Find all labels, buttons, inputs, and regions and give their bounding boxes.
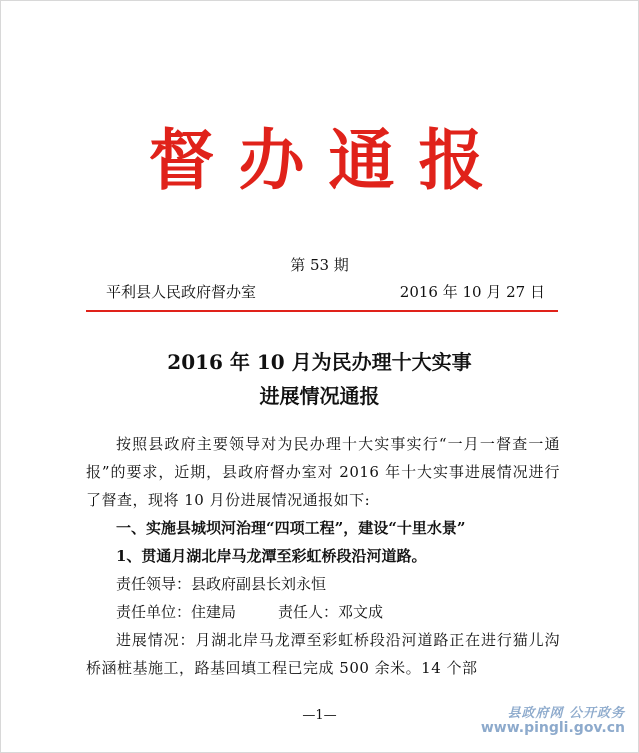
site-watermark: [481, 706, 625, 736]
document-body: [86, 430, 560, 682]
issue-date: 2016 年 10 月 27 日: [399, 283, 545, 301]
document-title: [0, 345, 639, 413]
section-heading-1: 一、实施县城坝河治理“四项工程”，建设“十里水景”: [116, 519, 466, 537]
watermark-url: www.pingli.gov.cn: [480, 720, 625, 736]
red-divider-rule: [86, 310, 558, 312]
responsible-unit: 责任单位：住建局: [116, 603, 237, 621]
responsible-person: 责任人：邓文成: [278, 603, 384, 621]
document-title-line-1: 2016 年 10 月为民办理十大实事: [167, 350, 472, 374]
issue-number: 第 53 期: [290, 256, 349, 274]
masthead-title: 督办通报: [148, 121, 509, 199]
progress-paragraph: 进展情况：月湖北岸马龙潭至彩虹桥段沿河道路正在进行猫儿沟桥涵桩基施工，路基回填工程已完成 500 余米。14 个部: [86, 631, 560, 677]
issuer-name: 平利县人民政府督办室: [106, 283, 257, 301]
watermark-text: 县政府网 公开政务: [507, 706, 625, 721]
item-heading-1: 1、贯通月湖北岸马龙潭至彩虹桥段沿河道路。: [116, 547, 427, 565]
intro-paragraph: 按照县政府主要领导对为民办理十大实事实行“一月一督查一通报”的要求，近期，县政府督办室对 2016 年十大实事进展情况进行了督查，现将 10 月份进展情况通报如下:: [86, 435, 560, 509]
page-number: —1—: [302, 708, 337, 723]
responsible-leader: 责任领导：县政府副县长刘永恒: [116, 575, 327, 593]
responsible-unit-row: [86, 598, 560, 626]
document-title-line-2: 进展情况通报: [259, 384, 380, 408]
